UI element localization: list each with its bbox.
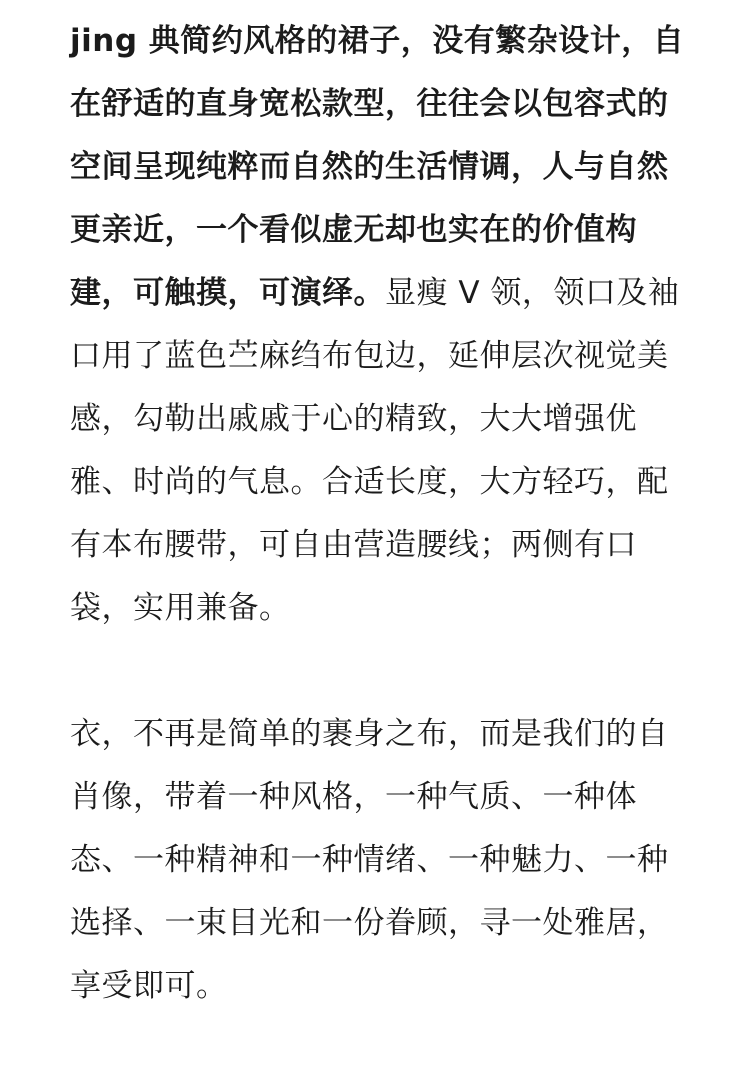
article-paragraph-1	[70, 10, 692, 640]
article-body	[70, 10, 692, 1018]
paragraph-lead-text: jing 典简约风格的裙子，没有繁杂设计，自在舒适的直身宽松款型，往往会以包容式的空间呈现纯粹而自然的生活情调，人与自然更亲近，一个看似虚无却也实在的价值构建，可触摸，可演绎。	[70, 23, 685, 311]
paragraph-body-text: 显瘦 V 领，领口及袖口用了蓝色苎麻绉布包边，延伸层次视觉美感，勾勒出戚戚于心的精致，大大增强优雅、时尚的气息。合适长度，大方轻巧，配有本布腰带，可自由营造腰线；两侧有口袋，实用兼备。	[70, 275, 680, 626]
article-paragraph-2: 衣，不再是简单的裹身之布，而是我们的自肖像，带着一种风格，一种气质、一种体态、一种精神和一种情绪、一种魅力、一种选择、一束目光和一份眷顾，寻一处雅居，享受即可。	[70, 716, 669, 1004]
